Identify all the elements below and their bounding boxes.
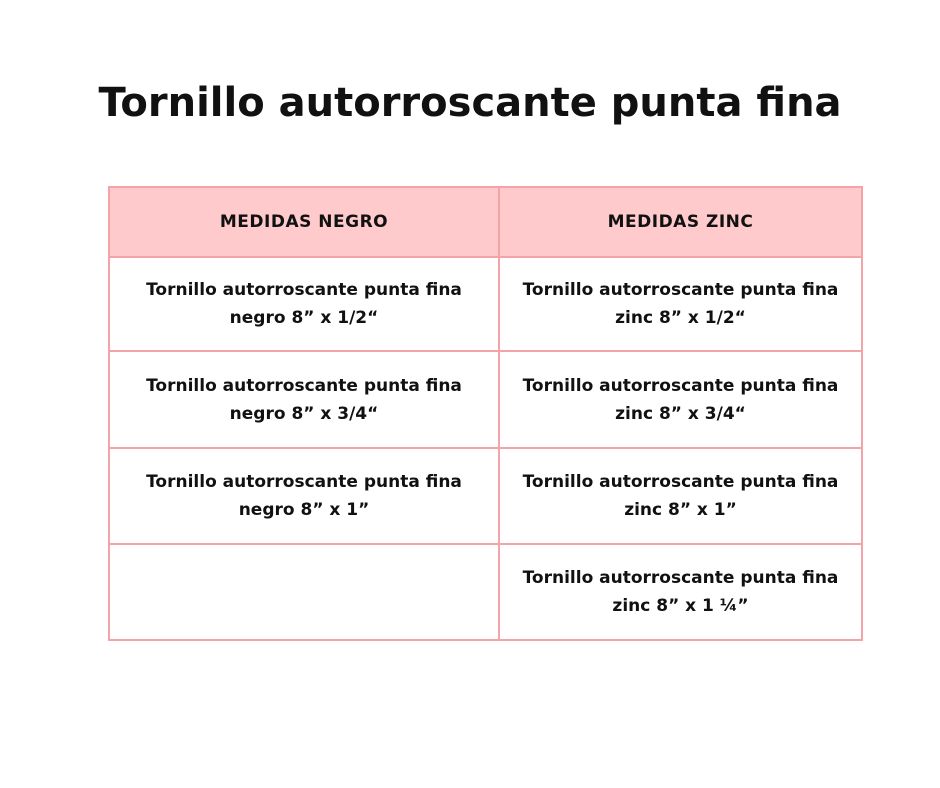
cell-zinc: Tornillo autorroscante punta fina zinc 8” x 3/4“	[499, 351, 862, 448]
cell-negro: Tornillo autorroscante punta fina negro 8” x 1/2“	[109, 257, 499, 351]
header-medidas-negro: MEDIDAS NEGRO	[109, 187, 499, 257]
spec-table	[108, 186, 863, 641]
table-row	[109, 544, 862, 640]
page-title: Tornillo autorroscante punta fina	[98, 80, 842, 126]
cell-negro: Tornillo autorroscante punta fina negro 8” x 1”	[109, 448, 499, 544]
cell-zinc: Tornillo autorroscante punta fina zinc 8” x 1”	[499, 448, 862, 544]
cell-negro: Tornillo autorroscante punta fina negro 8” x 3/4“	[109, 351, 499, 448]
cell-zinc: Tornillo autorroscante punta fina zinc 8” x 1 ¼”	[499, 544, 862, 640]
table-row	[109, 351, 862, 448]
cell-zinc: Tornillo autorroscante punta fina zinc 8” x 1/2“	[499, 257, 862, 351]
table-row	[109, 257, 862, 351]
table-header-row	[109, 187, 862, 257]
table-row	[109, 448, 862, 544]
header-medidas-zinc: MEDIDAS ZINC	[499, 187, 862, 257]
cell-negro-empty	[109, 544, 499, 640]
